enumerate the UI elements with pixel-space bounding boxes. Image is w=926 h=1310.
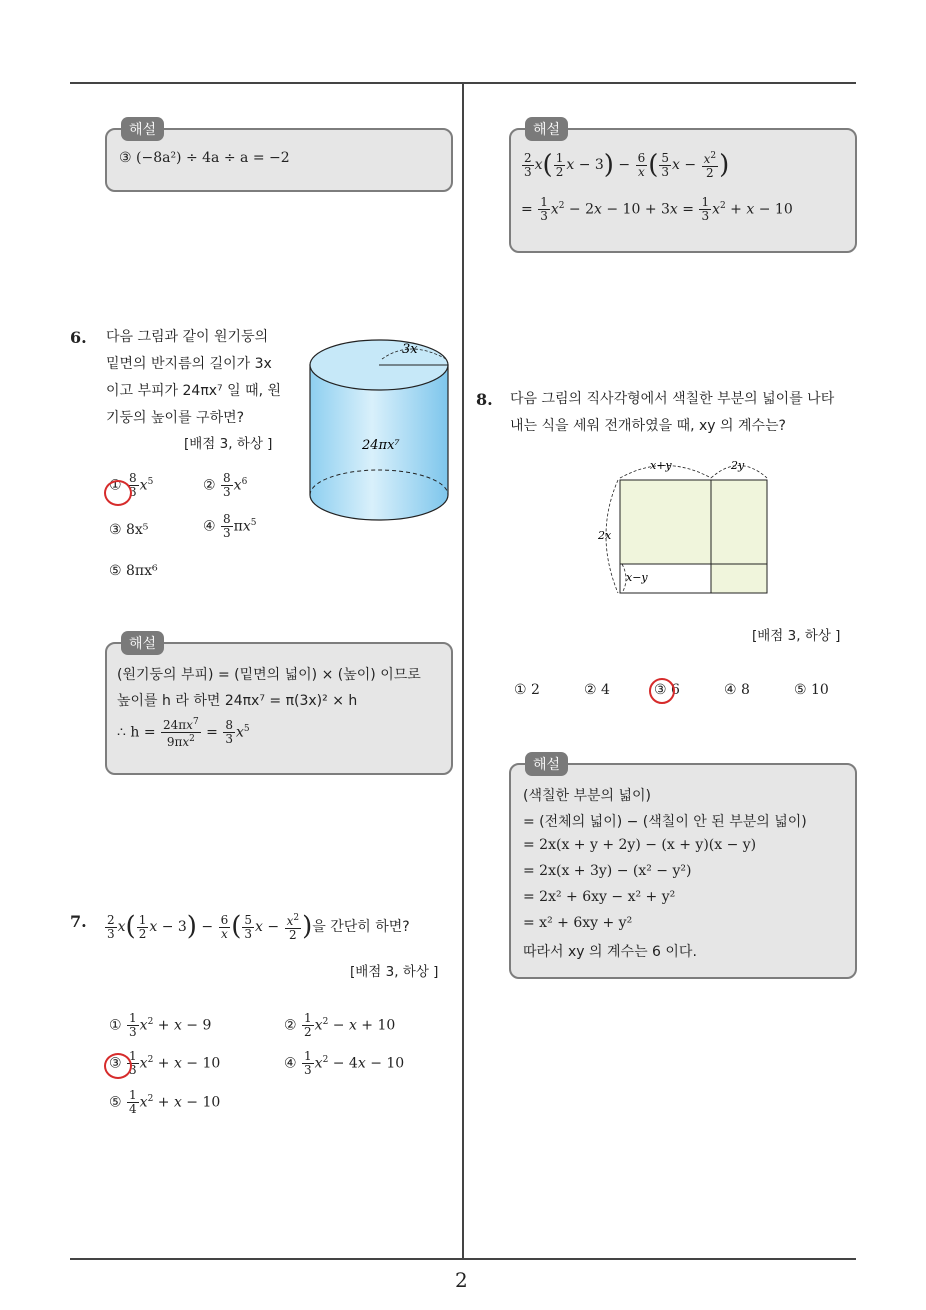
q6-option-3[interactable]: ③ 8x⁵ [109,522,149,538]
option-marker: ③ [109,1055,122,1072]
q7-option-3[interactable]: ③ $\frac{1}{3}$ $x^2 + x - 10$ [109,1049,221,1077]
q6-solution-line2: 높이를 h 라 하면 24πx⁷ = π(3x)² × h [117,693,358,709]
answer-circle [104,477,132,506]
q8-meta: [배점 3, 하상 ] [752,628,841,644]
answer-circle [649,678,675,704]
q6-option-5[interactable]: ⑤ 8πx⁶ [109,563,158,579]
q5-solution-box [105,122,453,192]
bottom-rule [70,1258,856,1260]
q8-solution-line: (색칠한 부분의 넓이) [523,788,652,804]
q7-option-4[interactable]: ④ $\frac{1}{3}$ $x^2 - 4x - 10$ [284,1049,405,1077]
q7-text-tail: 을 간단히 하면? [312,919,410,935]
q7-text: $\frac{2}{3}$ x( $\frac{1}{2}$ x − 3) − $\frac{6}{x}$ ( $\frac{5}{3}$ x − $\frac{x^2}{2}$ )을 간단히 하면? [107,911,410,942]
q8-option-5[interactable]: ⑤ 10 [794,682,829,698]
label-bottom-left: x−y [626,571,648,584]
option-marker: ④ [203,518,216,535]
column-divider [462,83,464,1259]
q8-text [510,386,860,440]
q6-option-2[interactable]: ② $\frac{8}{3}$ $x^6$ [203,471,248,499]
solution-tag: 해설 [525,752,568,776]
cylinder-figure [300,325,460,545]
label-top-right: 2y [731,459,745,472]
q5-solution-line: ③ (−8a²) ÷ 4a ÷ a = −2 [119,150,290,166]
q7-option-5[interactable]: ⑤ $\frac{1}{4}$ $x^2 + x - 10$ [109,1088,221,1116]
option-marker: ④ [284,1055,297,1072]
shaded-right [711,480,767,593]
q6-text-line: 이고 부피가 24πx⁷ 일 때, 원 [106,383,282,399]
solution-tag: 해설 [121,631,164,655]
q8-option-3[interactable]: ③ 6 [654,682,680,698]
q8-solution-box [509,757,857,979]
q6-number: 6. [70,328,87,347]
q7-solution-box [509,122,857,253]
q7-option-1[interactable]: ① $\frac{1}{3}$ $x^2 + x - 9$ [109,1011,212,1039]
q7-meta: [배점 3, 하상 ] [350,964,439,980]
q7-option-2[interactable]: ② $\frac{1}{2}$ $x^2 - x + 10$ [284,1011,396,1039]
solution-tag: 해설 [121,117,164,141]
option-marker: ① [109,1017,122,1034]
page-number: 2 [455,1268,468,1292]
label-top-left: x+y [650,459,672,472]
q6-option-1[interactable]: ① $\frac{8}{3}$ $x^5$ [109,471,154,499]
q8-option-4[interactable]: ④ 8 [724,682,750,698]
q6-option-4[interactable]: ④ $\frac{8}{3}$ $\pi x^5$ [203,512,257,540]
q7-solution-line2: = $\frac{1}{3}$ $x^2 - 2x - 10 + 3x$ = $\frac{1}{3}$ $x^2 + x - 10$ [521,195,793,223]
shaded-left [620,480,711,564]
q8-solution-line: = 2x(x + y + 2y) − (x + y)(x − y) [523,837,757,853]
q8-solution-line: 따라서 xy 의 계수는 6 이다. [523,944,697,960]
q6-solution-line3: ∴ h = $\frac{24\pi x^7}{9\pi x^2}$ = $\frac{8}{3}$ $x^5$ [117,717,250,749]
q6-text [106,324,306,432]
q6-text-line: 다음 그림과 같이 원기둥의 [106,329,269,345]
q8-solution-line: = 2x² + 6xy − x² + y² [523,889,676,905]
q6-solution-line1: (원기둥의 부피) = (밑면의 넓이) × (높이) 이므로 [117,667,421,683]
q8-text-line: 다음 그림의 직사각형에서 색칠한 부분의 넓이를 나타 [510,391,835,407]
q7-solution-line1: $\frac{2}{3}$ x( $\frac{1}{2}$ x − 3) − $\frac{6}{x}$ ( $\frac{5}{3}$ x − $\frac{x^2}{2}$ ) [524,150,730,180]
solution-tag: 해설 [525,117,568,141]
q8-solution-line: = (전체의 넓이) − (색칠이 안 된 부분의 넓이) [523,814,807,830]
q6-text-line: 기둥의 높이를 구하면? [106,410,245,426]
volume-label: 24πx⁷ [362,438,400,453]
q6-text-line: 밑면의 반지름의 길이가 3x [106,356,272,372]
q8-text-line: 내는 식을 세워 전개하였을 때, xy 의 계수는? [510,418,786,434]
q8-number: 8. [476,390,493,409]
q8-option-1[interactable]: ① 2 [514,682,540,698]
label-left: 2x [598,529,612,542]
option-marker: ① [109,477,122,494]
q7-number: 7. [70,912,87,931]
q6-solution-therefore: ∴ h = [117,724,156,741]
rectangle-figure [590,455,780,600]
q8-option-2[interactable]: ② 4 [584,682,610,698]
q8-solution-line: = x² + 6xy + y² [523,915,633,931]
option-marker: ② [203,477,216,494]
q6-solution-box [105,636,453,775]
answer-circle [104,1053,132,1079]
option-marker: ⑤ [109,1094,122,1111]
q8-solution-line: = 2x(x + 3y) − (x² − y²) [523,863,692,879]
q6-meta: [배점 3, 하상 ] [184,436,273,452]
radius-label: 3x [402,342,418,357]
option-marker: ② [284,1017,297,1034]
